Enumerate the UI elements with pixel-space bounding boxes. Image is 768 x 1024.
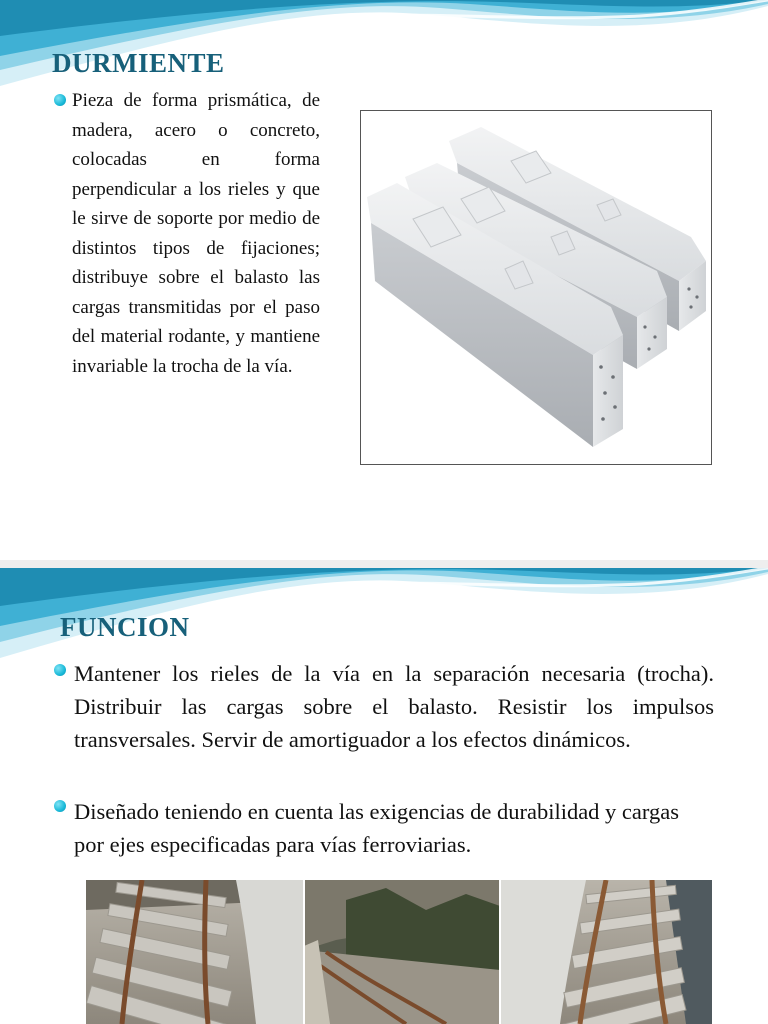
sleepers-image (360, 110, 712, 465)
railway-photos (86, 880, 712, 1024)
slide-divider (0, 560, 768, 568)
circle-bullet-icon (54, 800, 66, 812)
track-photo-2 (304, 880, 500, 1024)
railway-track-photos-illustration (86, 880, 712, 1024)
track-photo-3 (500, 880, 712, 1024)
bullet-text: Pieza de forma prismática, de madera, acero o concreto, colocadas en forma perpendicular a los rieles y que le sirve de soporte por medio de distintos tipos de fijaciones; distribuye sobre el balasto las cargas transmitidas por el paso del material rodante, y mantiene invariable la trocha de la vía. (72, 90, 320, 377)
slide-title: FUNCION (60, 612, 190, 642)
circle-bullet-icon (54, 664, 66, 676)
concrete-sleepers-illustration (361, 111, 711, 464)
track-photo-1 (86, 880, 304, 1024)
bullet-text: Diseñado teniendo en cuenta las exigencias de durabilidad y cargas por ejes especificadas para vías ferroviarias. (74, 799, 679, 857)
slide-title: DURMIENTE (52, 48, 225, 78)
bullet-text: Mantener los rieles de la vía en la separación necesaria (trocha). Distribuir las cargas sobre el balasto. Resistir los impulsos transversales. Servir de amortiguador a los efectos dinámicos. (74, 661, 714, 752)
circle-bullet-icon (54, 94, 66, 106)
